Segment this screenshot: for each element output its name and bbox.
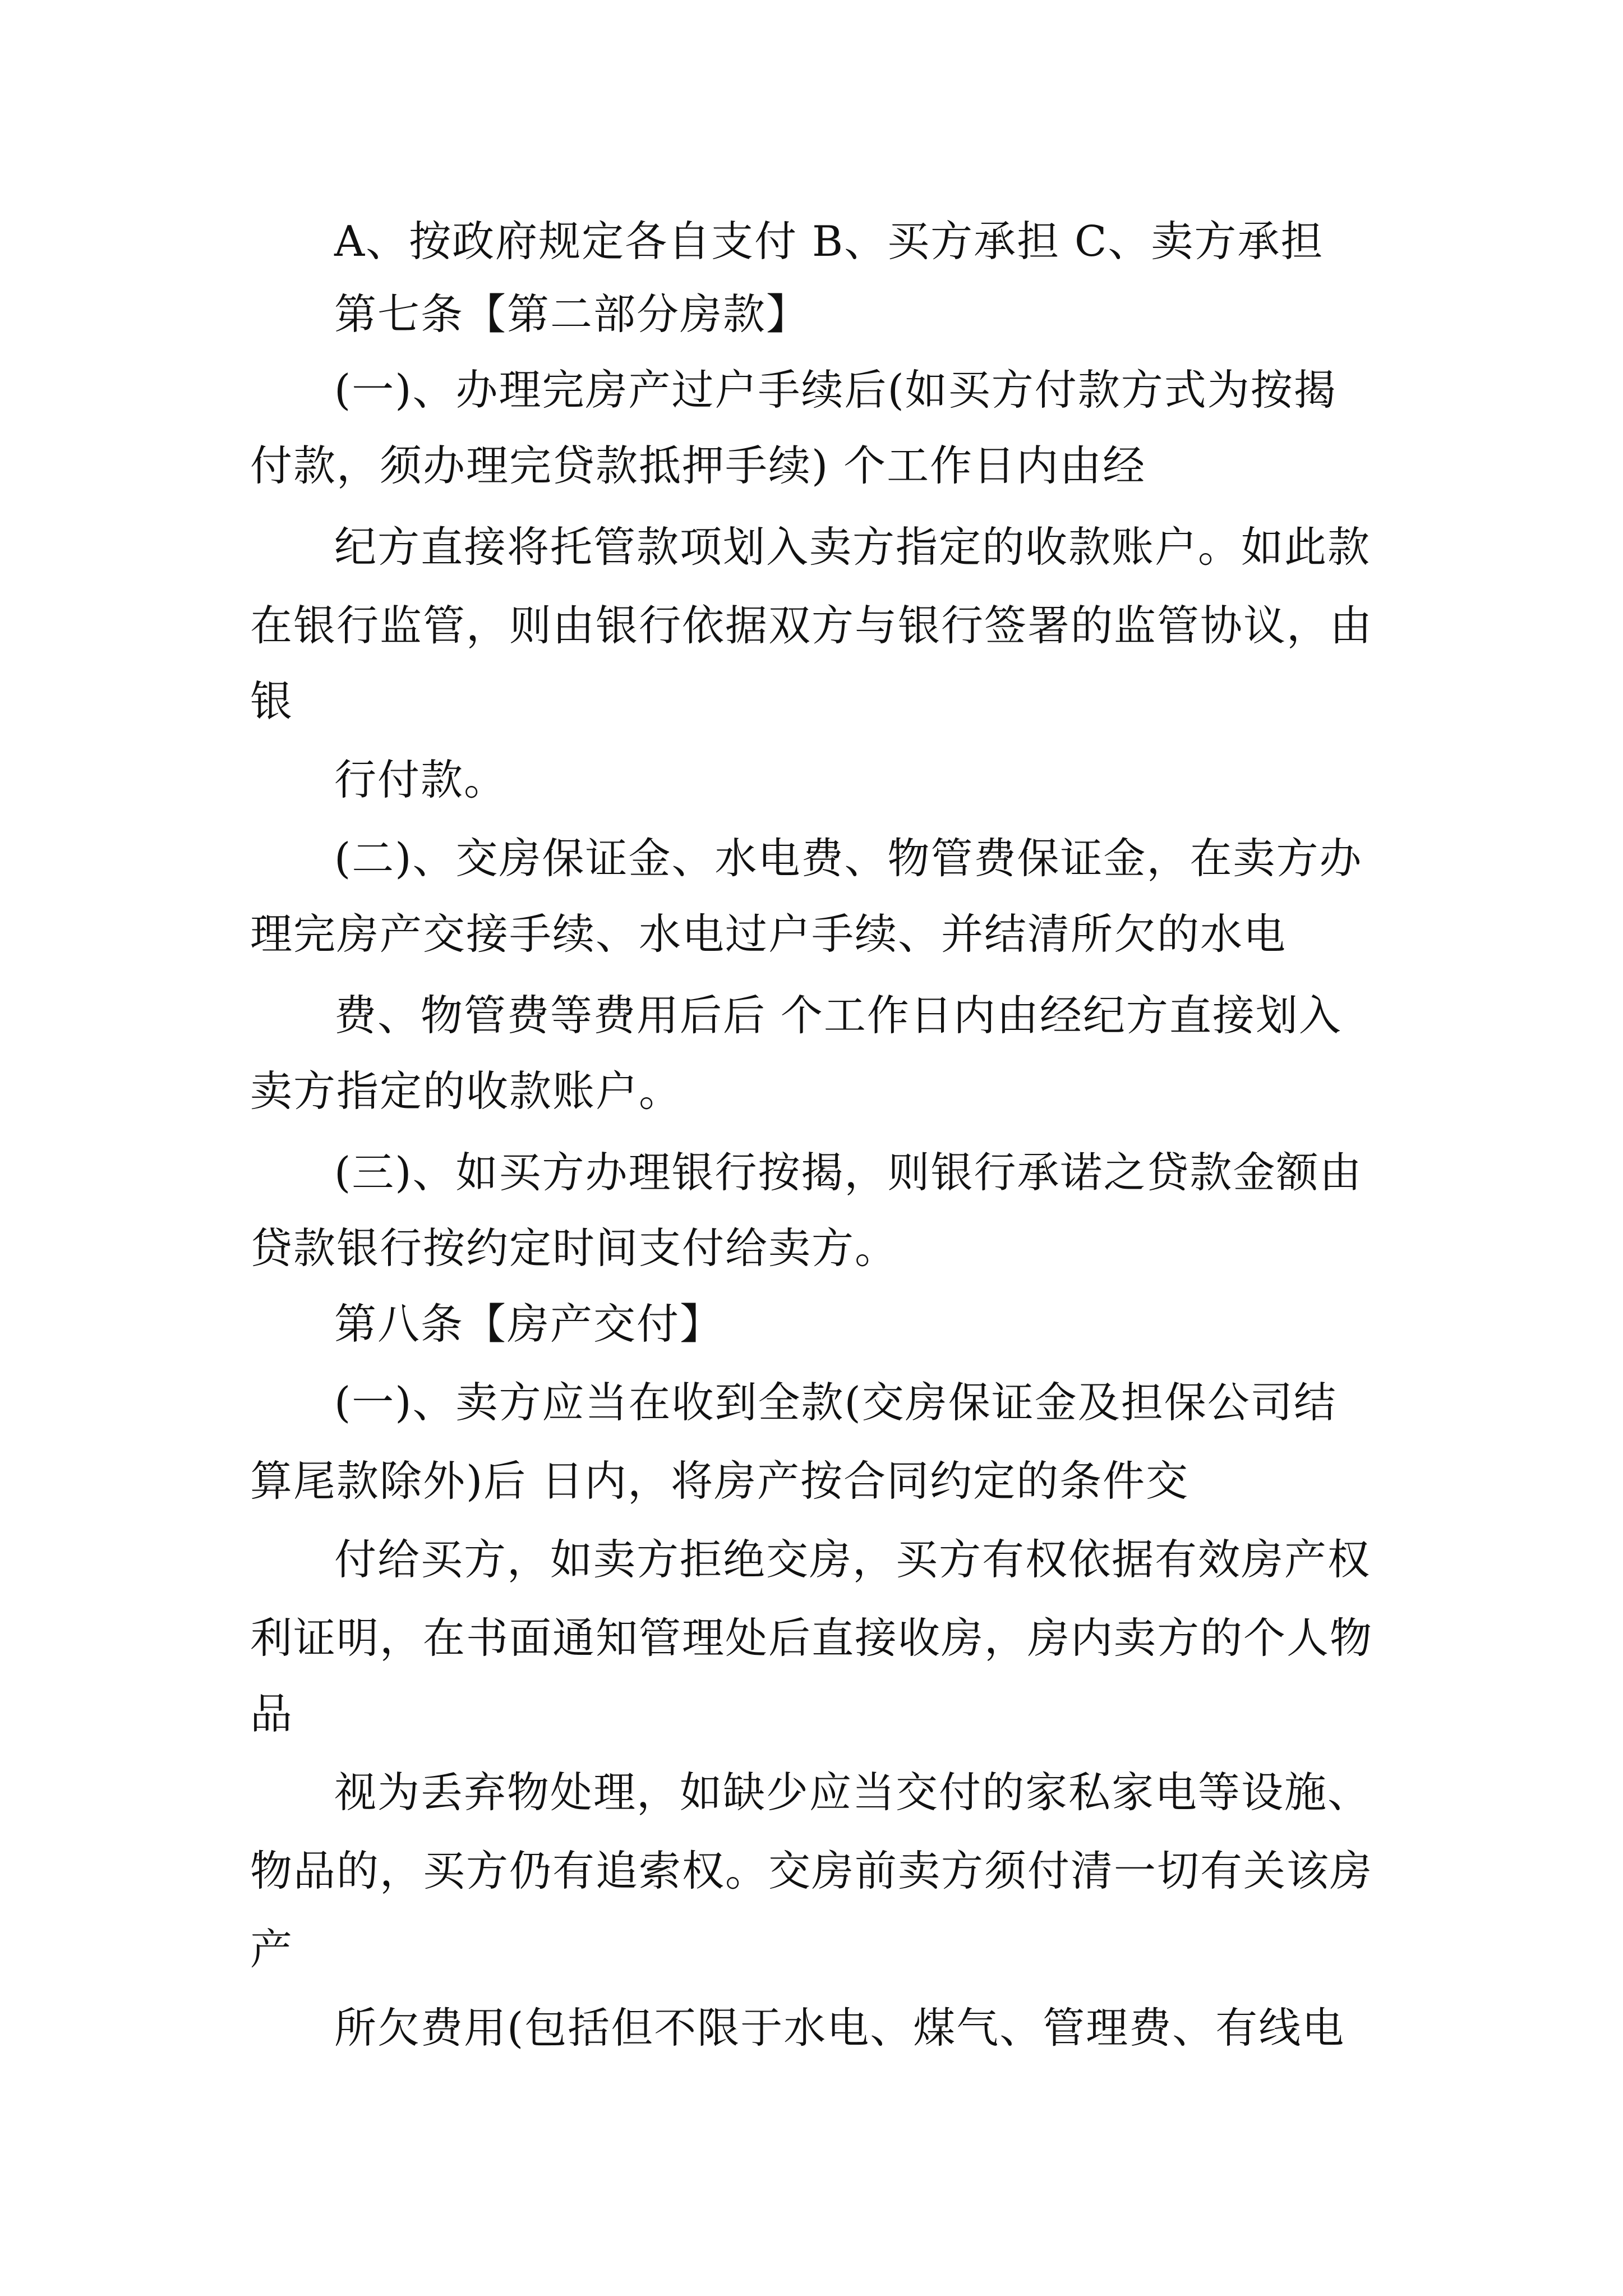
article-8-heading: 第八条【房产交付】: [334, 1299, 723, 1349]
text-line-14: 贷款银行按约定时间支付给卖方。: [250, 1223, 898, 1273]
text-line-4: 付款，须办理完贷款抵押手续) 个工作日内由经: [250, 441, 1146, 490]
text-line-3: (一)、办理完房产过户手续后(如买方付款方式为按揭: [334, 365, 1337, 415]
text-line-8: 行付款。: [334, 755, 508, 804]
text-line-11: 费、物管费等费用后后 个工作日内由经纪方直接划入: [334, 991, 1342, 1040]
text-line-21: 视为丢弃物处理，如缺少应当交付的家私家电等设施、: [334, 1768, 1371, 1817]
text-line-7: 银: [250, 677, 294, 726]
text-line-20: 品: [250, 1689, 294, 1738]
text-line-1: A、按政府规定各自支付 B、买方承担 C、卖方承担: [334, 217, 1324, 266]
text-line-18: 付给买方，如卖方拒绝交房，买方有权依据有效房产权: [334, 1535, 1371, 1584]
text-line-17: 算尾款除外)后 日内，将房产按合同约定的条件交: [250, 1456, 1189, 1506]
text-line-19: 利证明，在书面通知管理处后直接收房，房内卖方的个人物: [250, 1613, 1373, 1663]
text-line-13: (三)、如买方办理银行按揭，则银行承诺之贷款金额由: [334, 1148, 1363, 1197]
text-line-12: 卖方指定的收款账户。: [250, 1066, 683, 1116]
text-line-10: 理完房产交接手续、水电过户手续、并结清所欠的水电: [250, 909, 1287, 959]
text-line-5: 纪方直接将托管款项划入卖方指定的收款账户。如此款: [334, 522, 1371, 572]
text-line-24: 所欠费用(包括但不限于水电、煤气、管理费、有线电: [334, 2003, 1345, 2053]
text-line-16: (一)、卖方应当在收到全款(交房保证金及担保公司结: [334, 1378, 1337, 1427]
text-line-9: (二)、交房保证金、水电费、物管费保证金，在卖方办: [334, 834, 1363, 883]
text-line-22: 物品的，买方仍有追索权。交房前卖方须付清一切有关该房: [250, 1846, 1373, 1895]
text-line-23: 产: [250, 1925, 294, 1974]
text-line-6: 在银行监管，则由银行依据双方与银行签署的监管协议，由: [250, 601, 1373, 650]
article-7-heading: 第七条【第二部分房款】: [334, 289, 810, 339]
